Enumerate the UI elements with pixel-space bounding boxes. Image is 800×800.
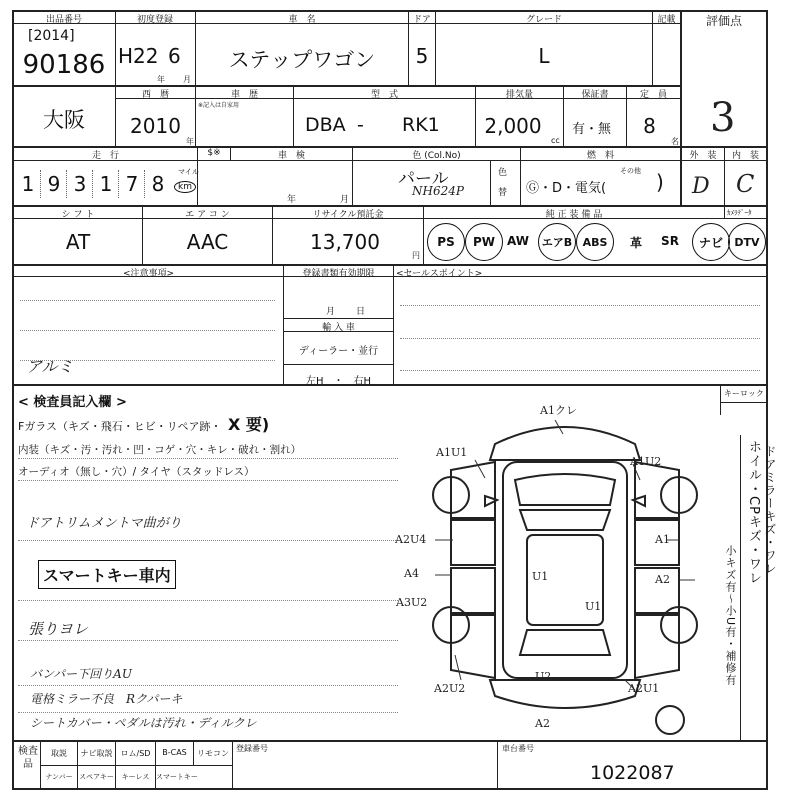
- capacity-label: 定 員: [639, 90, 667, 100]
- warranty-label: 保証書: [581, 90, 609, 100]
- warranty-value: 有・無: [572, 122, 612, 137]
- ac: AAC: [186, 230, 229, 254]
- history-label: 車 歴: [230, 90, 258, 100]
- vertical-column-2: ドアミラーキズ・ワレ: [763, 445, 777, 575]
- equipment-item: エアB: [538, 223, 576, 261]
- score-label: 評価点: [705, 14, 742, 28]
- recycle-amount: 13,700: [310, 230, 380, 254]
- damage-label: A1U2: [630, 455, 662, 468]
- chassis-number: 1022087: [590, 762, 675, 784]
- audio-line: オーディオ（無し・穴）/ タイヤ（スタッドレス）: [18, 466, 255, 478]
- vertical-column-3: 小キズ有〜小U有・補修有: [724, 545, 737, 687]
- mileage-digit: 9: [47, 172, 61, 196]
- damage-label: U1: [585, 600, 602, 613]
- equipment-item: DTV: [728, 223, 766, 261]
- fuel-close: ): [656, 170, 664, 194]
- displacement-label: 排気量: [505, 90, 533, 100]
- registration-label: 登録書類有効期限: [302, 269, 375, 279]
- meter-swap-label: $※: [207, 148, 221, 158]
- year-bracket: [2014]: [28, 28, 75, 44]
- mile-unit: マイル: [178, 168, 199, 176]
- vertical-column-1: ホイル・CPキズ・ワレ: [746, 440, 761, 585]
- right-border: [766, 10, 768, 790]
- western-year-label: 西 暦: [141, 90, 169, 100]
- glass-line: Fガラス（キズ・飛石・ヒビ・リペア跡・: [18, 420, 222, 433]
- recycle-label: リサイクル預託金: [312, 210, 384, 220]
- yen-unit: 円: [412, 251, 420, 260]
- model-dash: -: [357, 114, 364, 136]
- region: 大阪: [43, 108, 85, 132]
- model-prefix: DBA: [305, 114, 346, 136]
- mileage-separator: [118, 170, 119, 198]
- mileage-digit: 7: [125, 172, 139, 196]
- damage-label: A2: [655, 573, 670, 586]
- year-unit: 年: [157, 75, 165, 84]
- mileage-separator: [66, 170, 67, 198]
- footer-equipment-item: ナビ取説: [80, 749, 113, 758]
- handwriting-4: 電格ミラー不良 Rクパーキ: [30, 692, 183, 706]
- inspection-month-unit: 月: [340, 195, 350, 205]
- registration-number-label: 登録番号: [236, 744, 268, 753]
- ac-label: エ ア コ ン: [185, 210, 230, 220]
- first-registration-era: H22: [118, 44, 159, 68]
- western-year-unit: 年: [186, 137, 194, 146]
- mileage-separator: [92, 170, 93, 198]
- fuel-other-label: その他: [620, 167, 641, 175]
- shift: AT: [65, 230, 91, 254]
- bottom-border: [12, 788, 768, 790]
- damage-label: U1: [532, 570, 549, 583]
- inspector-title: < 検査員記入欄 >: [18, 395, 127, 410]
- equipment-item: ABS: [576, 223, 614, 261]
- inspection-items-label: 検査品: [18, 746, 38, 770]
- footer-equipment-item: リモコン: [197, 749, 229, 758]
- handwriting-1: ドアトリムメントマ曲がり: [26, 516, 182, 531]
- exterior-label: 外 装: [689, 151, 717, 161]
- damage-label: U2: [535, 670, 552, 683]
- grade-label: グレード: [525, 15, 562, 25]
- damage-label: A3U2: [396, 596, 428, 609]
- equipment-item: 革: [629, 236, 642, 250]
- mileage-label: 走 行: [91, 151, 119, 161]
- fuel-options: Ⓖ・D・電気(: [526, 181, 607, 196]
- equipment-item: PW: [465, 223, 503, 261]
- color-name: パール: [398, 169, 449, 189]
- interior-label: 内 装: [731, 151, 759, 161]
- door-count: 5: [415, 44, 429, 68]
- glass-mark: X 要): [228, 415, 270, 434]
- cc-unit: cc: [551, 136, 560, 145]
- color-label: 色 (Col.No): [412, 151, 461, 161]
- grade: L: [538, 44, 550, 68]
- handwriting-2: 張りヨレ: [28, 620, 89, 638]
- keylock-label: キーロック: [724, 389, 764, 398]
- score: 3: [710, 95, 736, 141]
- equipment-item: SR: [661, 234, 679, 248]
- equipment-item: AW: [507, 234, 529, 248]
- mileage-digit: 8: [151, 172, 165, 196]
- damage-label: A1クレ: [540, 404, 577, 417]
- lot-number-label: 出品番号: [45, 15, 82, 25]
- damage-label: A1U1: [436, 446, 468, 459]
- mileage-digit: 3: [73, 172, 87, 196]
- footer-equipment-item: キーレス: [121, 773, 150, 781]
- dealer-label: ディーラー・並行: [298, 346, 379, 357]
- damage-label: A1: [655, 533, 670, 546]
- damage-label: A2: [535, 717, 550, 730]
- capacity-unit: 名: [671, 137, 679, 146]
- model-code: RK1: [402, 114, 440, 136]
- smart-key-note: スマートキー車内: [38, 560, 176, 589]
- damage-label: A2U4: [395, 533, 427, 546]
- equipment-item: ナビ: [692, 223, 730, 261]
- damage-label: A2U1: [628, 682, 660, 695]
- footer-equipment-item: B-CAS: [162, 748, 187, 757]
- color-swap-label-2: 替: [498, 188, 508, 198]
- handle-label: 左H ・ 右H: [305, 376, 372, 387]
- color-swap-label-1: 色: [498, 168, 508, 178]
- damage-label: A2U2: [434, 682, 466, 695]
- interior-line: 内装（キズ・汚・汚れ・凹・コゲ・穴・キレ・破れ・割れ）: [18, 444, 302, 456]
- footer-equipment-item: スペアキー: [79, 773, 114, 781]
- fuel-label: 燃 料: [586, 151, 614, 161]
- footer-equipment-item: スマートキー: [156, 773, 198, 781]
- capacity: 8: [643, 114, 656, 138]
- reg-month: 月: [326, 307, 336, 317]
- car-name-label: 車 名: [288, 15, 316, 25]
- western-year: 2010: [130, 114, 181, 138]
- history-note: ※記入は自家用: [198, 102, 240, 109]
- km-unit: km: [174, 181, 196, 193]
- camera-data-label: ｶﾒﾗﾃﾞｰﾀ: [727, 209, 752, 217]
- import-label: 輸 入 車: [322, 323, 355, 333]
- sales-label: <セールスポイント>: [396, 269, 483, 279]
- mileage-separator: [40, 170, 41, 198]
- model-label: 型 式: [370, 90, 398, 100]
- exterior-grade: D: [692, 174, 710, 199]
- door-label: ドア: [413, 15, 431, 25]
- interior-grade: C: [736, 170, 755, 198]
- footer-equipment-item: ロム/SD: [120, 749, 151, 758]
- displacement: 2,000: [484, 114, 542, 138]
- mileage-separator: [144, 170, 145, 198]
- caution-handwriting: アルミ: [26, 357, 74, 376]
- mileage-digit: 1: [21, 172, 35, 196]
- month-unit: 月: [183, 75, 191, 84]
- lot-number: 90186: [22, 50, 106, 80]
- mark-label: 記載: [657, 15, 676, 25]
- caution-label: <注意事項>: [122, 269, 175, 279]
- inspection-year-unit: 年: [287, 195, 297, 205]
- damage-label: A4: [404, 567, 419, 580]
- equipment-label: 純 正 装 備 品: [545, 210, 603, 220]
- mileage-digit: 1: [99, 172, 113, 196]
- footer-equipment-item: 取説: [51, 749, 67, 758]
- reg-day: 日: [356, 307, 366, 317]
- first-registration-month: 6: [168, 44, 181, 68]
- handwriting-5: シートカバー・ペダルは汚れ・ディルクレ: [30, 716, 257, 730]
- first-registration-label: 初度登録: [136, 15, 173, 25]
- chassis-number-label: 車台番号: [502, 744, 534, 753]
- equipment-item: PS: [427, 223, 465, 261]
- color-code: NH624P: [412, 184, 464, 198]
- handwriting-3: バンパー下回りAU: [30, 667, 132, 681]
- footer-equipment-item: ナンバー: [45, 773, 73, 781]
- inspection-label: 車 検: [277, 151, 305, 161]
- shift-label: シ フ ト: [61, 210, 95, 220]
- car-name: ステップワゴン: [228, 48, 376, 72]
